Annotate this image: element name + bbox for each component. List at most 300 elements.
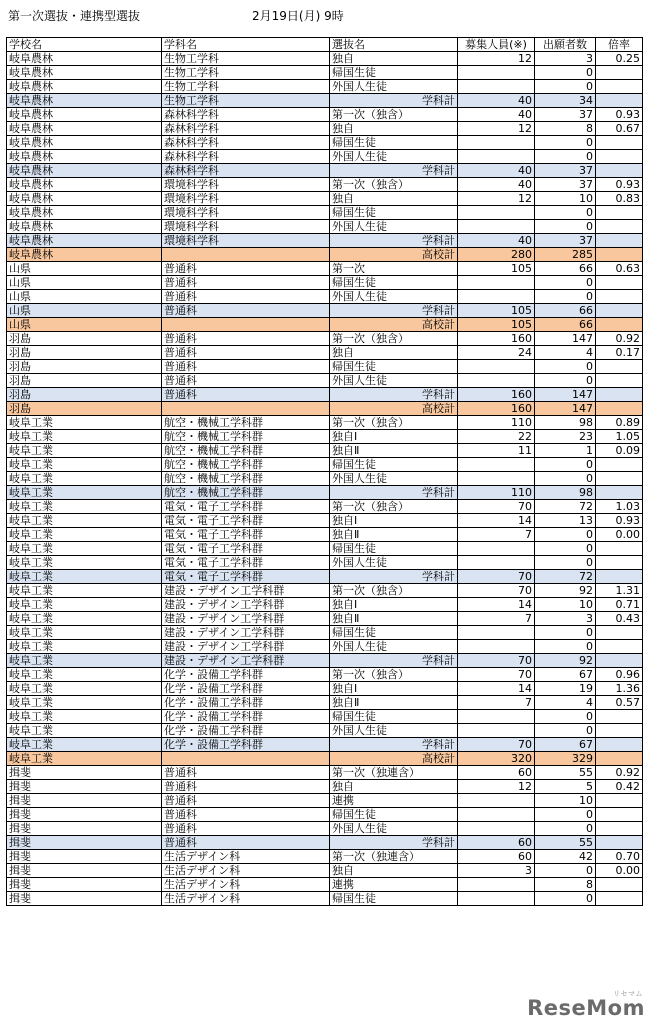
department-cell: 航空・機械工学科群 [162,486,330,500]
applicants-cell: 0 [535,458,596,472]
ratio-cell [596,136,643,150]
applicants-cell: 0 [535,892,596,906]
selection-cell: 学科計 [330,836,458,850]
ratio-cell [596,374,643,388]
capacity-cell: 105 [458,318,535,332]
selection-cell: 第一次（独含） [330,416,458,430]
ratio-cell: 0.92 [596,766,643,780]
department-cell: 環境科学科 [162,234,330,248]
table-row [7,66,643,80]
selection-cell: 学科計 [330,486,458,500]
school-cell: 岐阜工業 [7,514,162,528]
school-cell: 揖斐 [7,794,162,808]
school-cell: 岐阜工業 [7,682,162,696]
table-row [7,598,643,612]
applicants-cell: 147 [535,388,596,402]
applicants-cell: 0 [535,66,596,80]
school-cell: 揖斐 [7,878,162,892]
selection-cell: 学科計 [330,164,458,178]
selection-cell: 連携 [330,794,458,808]
selection-cell: 独自Ⅱ [330,528,458,542]
capacity-cell: 14 [458,514,535,528]
capacity-cell: 7 [458,612,535,626]
ratio-cell [596,388,643,402]
ratio-cell: 0.93 [596,514,643,528]
ratio-cell: 0.09 [596,444,643,458]
school-cell: 岐阜工業 [7,416,162,430]
table-row [7,626,643,640]
capacity-cell: 11 [458,444,535,458]
table-row [7,290,643,304]
selection-cell: 第一次（独含） [330,108,458,122]
department-cell: 普通科 [162,766,330,780]
school-cell: 岐阜工業 [7,458,162,472]
ratio-cell [596,738,643,752]
selection-cell: 高校計 [330,248,458,262]
department-cell: 電気・電子工学科群 [162,500,330,514]
capacity-cell [458,290,535,304]
selection-cell: 外国人生徒 [330,220,458,234]
logo-text: ReseMom [527,996,645,1020]
school-cell: 岐阜工業 [7,696,162,710]
ratio-cell: 0.70 [596,850,643,864]
selection-cell: 連携 [330,878,458,892]
capacity-cell: 70 [458,584,535,598]
ratio-cell [596,304,643,318]
capacity-cell [458,710,535,724]
table-header-row [7,38,643,52]
applicants-cell: 37 [535,108,596,122]
capacity-cell: 60 [458,850,535,864]
table-row [7,332,643,346]
department-cell: 普通科 [162,304,330,318]
capacity-cell [458,472,535,486]
selection-cell: 外国人生徒 [330,80,458,94]
selection-cell: 帰国生徒 [330,136,458,150]
table-row [7,346,643,360]
applicants-cell: 147 [535,332,596,346]
capacity-cell: 3 [458,864,535,878]
ratio-cell [596,472,643,486]
applicants-cell: 8 [535,122,596,136]
department-cell: 普通科 [162,836,330,850]
applicants-cell: 67 [535,668,596,682]
selection-cell: 学科計 [330,570,458,584]
department-cell: 航空・機械工学科群 [162,416,330,430]
school-cell: 山県 [7,276,162,290]
department-cell: 普通科 [162,822,330,836]
table-row [7,430,643,444]
selection-cell: 高校計 [330,318,458,332]
table-row [7,724,643,738]
applicants-cell: 0 [535,724,596,738]
ratio-cell: 0.83 [596,192,643,206]
school-cell: 岐阜工業 [7,598,162,612]
department-cell: 化学・設備工学科群 [162,668,330,682]
table-row [7,822,643,836]
table-row [7,108,643,122]
table-row [7,52,643,66]
ratio-cell [596,570,643,584]
table-row [7,458,643,472]
applicants-cell: 329 [535,752,596,766]
department-cell: 普通科 [162,808,330,822]
capacity-cell: 22 [458,430,535,444]
department-cell: 生物工学科 [162,52,330,66]
ratio-cell [596,752,643,766]
school-cell: 岐阜工業 [7,626,162,640]
school-cell: 岐阜農林 [7,52,162,66]
selection-cell: 独自 [330,192,458,206]
ratio-cell: 1.36 [596,682,643,696]
ratio-cell [596,710,643,724]
capacity-cell: 60 [458,836,535,850]
school-cell: 岐阜工業 [7,486,162,500]
capacity-cell: 12 [458,122,535,136]
ratio-cell: 0.25 [596,52,643,66]
capacity-cell [458,808,535,822]
results-table [6,37,643,906]
school-cell: 岐阜農林 [7,234,162,248]
applicants-cell: 0 [535,374,596,388]
selection-cell: 第一次（独含） [330,178,458,192]
department-cell: 生物工学科 [162,80,330,94]
col-school: 学校名 [7,38,162,52]
capacity-cell: 14 [458,682,535,696]
department-cell: 森林科学科 [162,136,330,150]
applicants-cell: 37 [535,178,596,192]
table-row [7,864,643,878]
department-cell: 航空・機械工学科群 [162,430,330,444]
capacity-cell [458,136,535,150]
school-cell: 揖斐 [7,864,162,878]
applicants-cell: 147 [535,402,596,416]
applicants-cell: 66 [535,318,596,332]
applicants-cell: 37 [535,164,596,178]
selection-cell: 第一次 [330,262,458,276]
school-cell: 岐阜工業 [7,430,162,444]
resemom-logo [527,990,645,1020]
selection-cell: 帰国生徒 [330,206,458,220]
department-cell: 建設・デザイン工学科群 [162,598,330,612]
ratio-cell: 0.93 [596,108,643,122]
ratio-cell [596,836,643,850]
table-row [7,416,643,430]
capacity-cell: 105 [458,304,535,318]
selection-cell: 独自 [330,122,458,136]
ratio-cell: 1.03 [596,500,643,514]
selection-cell: 独自Ⅰ [330,430,458,444]
department-cell: 電気・電子工学科群 [162,570,330,584]
table-row [7,374,643,388]
department-cell: 森林科学科 [162,122,330,136]
school-cell: 岐阜農林 [7,80,162,94]
selection-cell: 高校計 [330,752,458,766]
department-cell: 普通科 [162,388,330,402]
ratio-cell: 0.71 [596,598,643,612]
school-cell: 岐阜工業 [7,738,162,752]
school-cell: 岐阜工業 [7,752,162,766]
school-cell: 岐阜工業 [7,570,162,584]
selection-cell: 帰国生徒 [330,808,458,822]
applicants-cell: 66 [535,262,596,276]
applicants-cell: 19 [535,682,596,696]
applicants-cell: 0 [535,136,596,150]
ratio-cell [596,794,643,808]
department-cell: 化学・設備工学科群 [162,724,330,738]
table-row [7,514,643,528]
applicants-cell: 10 [535,192,596,206]
table-row [7,192,643,206]
school-cell: 山県 [7,318,162,332]
capacity-cell [458,360,535,374]
applicants-cell: 1 [535,444,596,458]
ratio-cell: 0.96 [596,668,643,682]
department-cell: 森林科学科 [162,164,330,178]
ratio-cell [596,542,643,556]
ratio-cell [596,822,643,836]
department-cell: 化学・設備工学科群 [162,696,330,710]
table-body [7,52,643,906]
department-cell: 航空・機械工学科群 [162,458,330,472]
dept-total-row [7,234,643,248]
table-row [7,472,643,486]
capacity-cell: 70 [458,668,535,682]
dept-total-row [7,654,643,668]
capacity-cell: 7 [458,528,535,542]
ratio-cell [596,878,643,892]
selection-cell: 独自Ⅰ [330,682,458,696]
dept-total-row [7,836,643,850]
school-cell: 岐阜工業 [7,472,162,486]
table-row [7,850,643,864]
selection-cell: 独自Ⅱ [330,444,458,458]
school-cell: 揖斐 [7,836,162,850]
department-cell: 生活デザイン科 [162,878,330,892]
school-total-row [7,248,643,262]
department-cell: 電気・電子工学科群 [162,556,330,570]
col-department: 学科名 [162,38,330,52]
capacity-cell: 40 [458,108,535,122]
department-cell: 環境科学科 [162,220,330,234]
applicants-cell: 98 [535,486,596,500]
ratio-cell [596,892,643,906]
department-cell: 電気・電子工学科群 [162,542,330,556]
applicants-cell: 0 [535,528,596,542]
selection-cell: 独自 [330,52,458,66]
ratio-cell [596,150,643,164]
table-row [7,122,643,136]
ratio-cell [596,402,643,416]
selection-cell: 独自Ⅰ [330,598,458,612]
applicants-cell: 5 [535,780,596,794]
capacity-cell [458,878,535,892]
school-cell: 岐阜農林 [7,192,162,206]
capacity-cell [458,80,535,94]
capacity-cell: 12 [458,780,535,794]
ratio-cell: 0.93 [596,178,643,192]
table-row [7,584,643,598]
capacity-cell: 60 [458,766,535,780]
selection-cell: 独自Ⅱ [330,696,458,710]
applicants-cell: 0 [535,472,596,486]
applicants-cell: 8 [535,878,596,892]
school-cell: 岐阜工業 [7,444,162,458]
col-selection: 選抜名 [330,38,458,52]
capacity-cell: 14 [458,598,535,612]
department-cell: 普通科 [162,262,330,276]
capacity-cell [458,794,535,808]
school-cell: 揖斐 [7,822,162,836]
school-cell: 岐阜工業 [7,612,162,626]
table-row [7,696,643,710]
applicants-cell: 4 [535,696,596,710]
department-cell: 建設・デザイン工学科群 [162,626,330,640]
table-row [7,892,643,906]
selection-cell: 外国人生徒 [330,640,458,654]
ratio-cell: 1.31 [596,584,643,598]
applicants-cell: 42 [535,850,596,864]
applicants-cell: 0 [535,150,596,164]
selection-cell: 独自 [330,864,458,878]
ratio-cell [596,66,643,80]
ratio-cell [596,234,643,248]
ratio-cell [596,654,643,668]
selection-cell: 独自 [330,780,458,794]
school-cell: 岐阜工業 [7,556,162,570]
table-row [7,682,643,696]
capacity-cell: 7 [458,696,535,710]
ratio-cell: 0.57 [596,696,643,710]
selection-cell: 帰国生徒 [330,276,458,290]
applicants-cell: 10 [535,794,596,808]
logo-kana: リセマム [613,990,643,998]
table-row [7,276,643,290]
school-total-row [7,402,643,416]
capacity-cell [458,556,535,570]
col-capacity: 募集人員(※) [458,38,535,52]
ratio-cell: 1.05 [596,430,643,444]
applicants-cell: 55 [535,766,596,780]
capacity-cell [458,276,535,290]
table-row [7,206,643,220]
ratio-cell [596,626,643,640]
department-cell: 生物工学科 [162,94,330,108]
ratio-cell [596,724,643,738]
school-cell: 岐阜工業 [7,584,162,598]
selection-cell: 第一次（独連含） [330,766,458,780]
department-cell: 普通科 [162,346,330,360]
table-row [7,710,643,724]
ratio-cell [596,318,643,332]
department-cell: 普通科 [162,290,330,304]
capacity-cell [458,150,535,164]
ratio-cell [596,164,643,178]
selection-cell: 学科計 [330,388,458,402]
applicants-cell: 72 [535,500,596,514]
table-row [7,220,643,234]
dept-total-row [7,738,643,752]
capacity-cell: 40 [458,234,535,248]
ratio-cell: 0.00 [596,528,643,542]
capacity-cell: 40 [458,164,535,178]
department-cell [162,402,330,416]
school-cell: 揖斐 [7,850,162,864]
applicants-cell: 0 [535,640,596,654]
capacity-cell: 70 [458,654,535,668]
applicants-cell: 66 [535,304,596,318]
ratio-cell [596,290,643,304]
school-cell: 揖斐 [7,892,162,906]
school-cell: 岐阜工業 [7,542,162,556]
school-cell: 岐阜工業 [7,640,162,654]
school-cell: 岐阜農林 [7,178,162,192]
table-row [7,878,643,892]
applicants-cell: 0 [535,542,596,556]
table-row [7,80,643,94]
applicants-cell: 4 [535,346,596,360]
table-row [7,150,643,164]
selection-cell: 帰国生徒 [330,892,458,906]
table-row [7,612,643,626]
capacity-cell [458,822,535,836]
department-cell: 普通科 [162,360,330,374]
dept-total-row [7,486,643,500]
department-cell: 建設・デザイン工学科群 [162,654,330,668]
school-cell: 羽島 [7,402,162,416]
department-cell: 航空・機械工学科群 [162,472,330,486]
table-row [7,794,643,808]
school-cell: 岐阜工業 [7,528,162,542]
school-cell: 岐阜農林 [7,164,162,178]
applicants-cell: 13 [535,514,596,528]
school-cell: 岐阜農林 [7,248,162,262]
school-cell: 羽島 [7,346,162,360]
department-cell: 建設・デザイン工学科群 [162,612,330,626]
department-cell: 生活デザイン科 [162,850,330,864]
capacity-cell: 320 [458,752,535,766]
school-cell: 羽島 [7,332,162,346]
school-cell: 岐阜農林 [7,94,162,108]
department-cell [162,248,330,262]
table-row [7,136,643,150]
selection-cell: 帰国生徒 [330,626,458,640]
department-cell: 生物工学科 [162,66,330,80]
applicants-cell: 0 [535,80,596,94]
applicants-cell: 92 [535,654,596,668]
department-cell: 普通科 [162,276,330,290]
school-cell: 山県 [7,304,162,318]
capacity-cell: 12 [458,192,535,206]
selection-cell: 外国人生徒 [330,556,458,570]
school-cell: 岐阜農林 [7,150,162,164]
school-cell: 岐阜農林 [7,122,162,136]
department-cell: 化学・設備工学科群 [162,710,330,724]
capacity-cell: 70 [458,500,535,514]
school-cell: 岐阜農林 [7,206,162,220]
capacity-cell [458,892,535,906]
selection-cell: 学科計 [330,654,458,668]
table-row [7,360,643,374]
department-cell: 電気・電子工学科群 [162,528,330,542]
school-cell: 羽島 [7,388,162,402]
ratio-cell [596,556,643,570]
school-cell: 揖斐 [7,766,162,780]
applicants-cell: 0 [535,360,596,374]
ratio-cell: 0.17 [596,346,643,360]
selection-cell: 帰国生徒 [330,710,458,724]
ratio-cell [596,276,643,290]
